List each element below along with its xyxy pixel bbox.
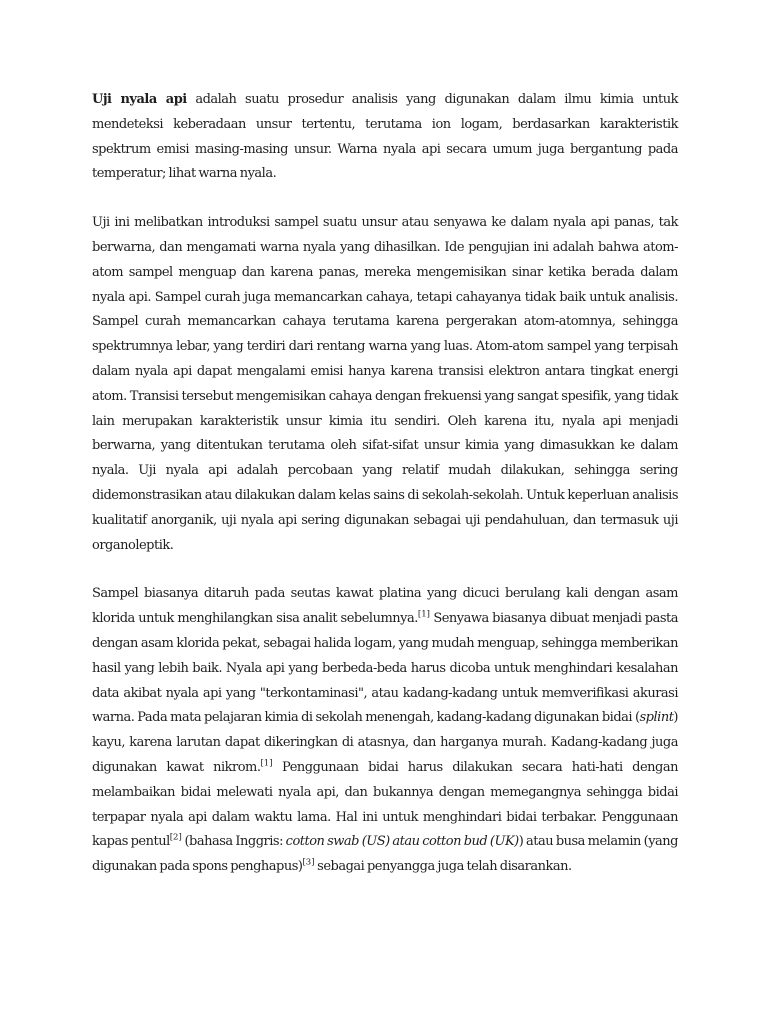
paragraph-principle bbox=[92, 211, 678, 558]
cotton-italic: cotton swab (US) atau cotton bud (UK) bbox=[285, 834, 519, 850]
procedure-text-3: ) kayu, karena larutan dapat dikeringkan di atasnya, dan harganya murah. Kadang-kadang juga digunakan kawat nikrom. bbox=[92, 710, 678, 775]
reference-link-3[interactable]: [3] bbox=[302, 857, 315, 868]
procedure-text-4: Penggunaan bidai harus dilakukan secara hati-hati dengan melambaikan bidai melewati nyala api, dan bukannya dengan memegangnya sehingga bidai terpapar nyala api dalam waktu lama. Hal ini untuk menghindari bidai terbakar. Penggunaan kapas pentul bbox=[92, 759, 678, 850]
paragraph-principle-text: Uji ini melibatkan introduksi sampel suatu unsur atau senyawa ke dalam nyala api panas, tak berwarna, dan mengamati warna nyala yang dihasilkan. Ide pengujian ini adalah bahwa atom-atom sampel menguap dan karena panas, mereka mengemisikan sinar ketika berada dalam nyala api. Sampel curah juga memancarkan cahaya, tetapi cahayanya tidak baik untuk analisis. Sampel curah memancarkan cahaya terutama karena pergerakan atom-atomnya, sehingga spektrumnya lebar, yang terdiri dari rentang warna yang luas. Atom-atom sampel yang terpisah dalam nyala api dapat mengalami emisi hanya karena transisi elektron antara tingkat energi atom. Transisi tersebut mengemisikan cahaya dengan frekuensi yang sangat spesifik, yang tidak lain merupakan karakteristik unsur kimia itu sendiri. Oleh karena itu, nyala api menjadi berwarna, yang ditentukan terutama oleh sifat-sifat unsur kimia yang dimasukkan ke dalam nyala. Uji nyala api adalah percobaan yang relatif mudah dilakukan, sehingga sering didemonstrasikan atau dilakukan dalam kelas sains di sekolah-sekolah. Untuk keperluan analisis kualitatif anorganik, uji nyala api sering digunakan sebagai uji pendahuluan, dan termasuk uji organoleptik. bbox=[92, 215, 678, 553]
term-bold: Uji nyala api bbox=[92, 92, 187, 107]
document-body bbox=[92, 88, 678, 880]
splint-italic: splint bbox=[639, 710, 674, 726]
procedure-text-2: Senyawa biasanya dibuat menjadi pasta dengan asam klorida pekat, sebagai halida logam, yang mudah menguap, sehingga memberikan hasil yang lebih baik. Nyala api yang berbeda-beda harus dicoba untuk menghindari kesalahan data akibat nyala api yang "terkontaminasi", atau kadang-kadang untuk memverifikasi akurasi warna. Pada mata pelajaran kimia di sekolah menengah, kadang-kadang digunakan bidai ( bbox=[92, 611, 678, 726]
procedure-text-1: Sampel biasanya ditaruh pada seutas kawat platina yang dicuci berulang kali dengan asam klorida untuk menghilangkan sisa analit sebelumnya. bbox=[92, 586, 678, 627]
reference-link-2[interactable]: [2] bbox=[169, 832, 182, 843]
paragraph-procedure bbox=[92, 582, 678, 880]
reference-link-1b[interactable]: [1] bbox=[260, 758, 273, 769]
reference-link-1[interactable]: [1] bbox=[417, 609, 430, 620]
procedure-text-6: ) atau busa melamin (yang digunakan pada spons penghapus) bbox=[92, 834, 678, 875]
paragraph-intro bbox=[92, 88, 678, 187]
paragraph-intro-text: adalah suatu prosedur analisis yang digunakan dalam ilmu kimia untuk mendeteksi keberadaan unsur tertentu, terutama ion logam, berdasarkan karakteristik spektrum emisi masing-masing unsur. Warna nyala api secara umum juga bergantung pada temperatur; lihat warna nyala. bbox=[92, 92, 678, 182]
procedure-text-7: sebagai penyangga juga telah disarankan. bbox=[314, 859, 572, 875]
procedure-text-5: (bahasa Inggris: bbox=[181, 834, 286, 850]
